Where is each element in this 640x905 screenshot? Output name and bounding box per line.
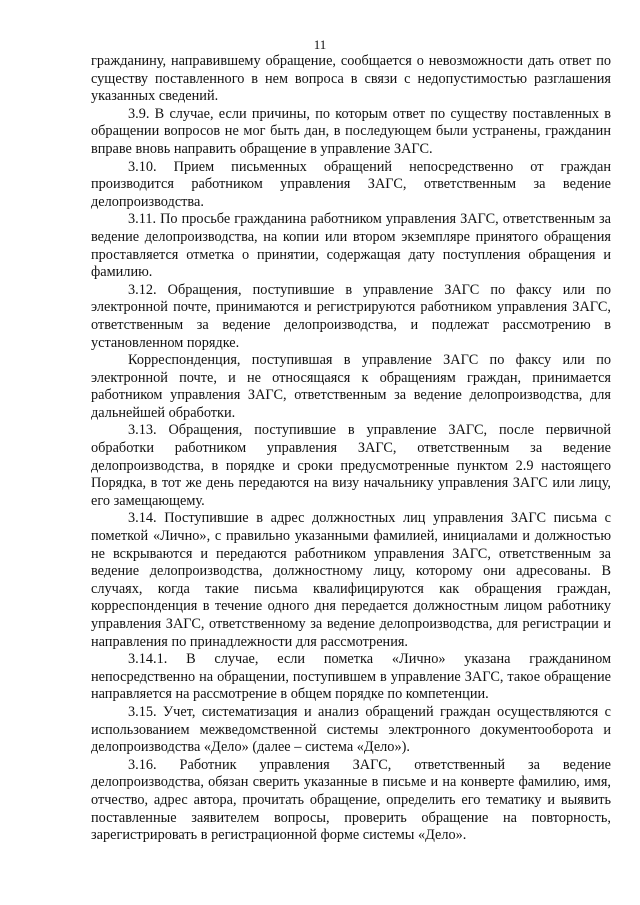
paragraph-3-10: 3.10. Прием письменных обращений непосредственно от граждан производится работником управления ЗАГС, ответственным за ведение делопроизводства. <box>91 158 611 210</box>
page-number: 11 <box>313 37 327 52</box>
document-body <box>91 53 611 845</box>
paragraph-3-11: 3.11. По просьбе гражданина работником управления ЗАГС, ответственным за ведение делопроизводства, на копии или втором экземпляре принятого обращения проставляется отметка о принятии, содержащая дату поступления обращения и фамилию. <box>91 211 611 281</box>
paragraph-3-9: 3.9. В случае, если причины, по которым ответ по существу поставленных в обращении вопросов не мог быть дан, в последующем были устранены, гражданин вправе вновь направить обращение в управление ЗАГС. <box>91 105 611 157</box>
paragraph-3-14: 3.14. Поступившие в адрес должностных лиц управления ЗАГС письма с пометкой «Лично», с правильно указанными фамилией, инициалами и должностью не вскрываются и передаются работником управления ЗАГС, ответственным за ведение делопроизводства, должностному лицу, которому они адресованы. В случаях, когда такие письма квалифицируются как обращения граждан, корреспонденция в течение одного дня передается должностным лицом работнику управления ЗАГС, ответственному за ведение делопроизводства, для регистрации и направления по принадлежности для рассмотрения. <box>91 510 611 650</box>
paragraph-3-16: 3.16. Работник управления ЗАГС, ответственный за ведение делопроизводства, обязан сверить указанные в письме и на конверте фамилию, имя, отчество, адрес автора, прочитать обращение, определить его тематику и выявить поставленные заявителем вопросы, проверить обращение на повторность, зарегистрировать в регистрационной форме системы «Дело». <box>91 756 611 844</box>
paragraph-correspondence: Корреспонденция, поступившая в управление ЗАГС по факсу или по электронной почте, и не относящаяся к обращениям граждан, принимается работником управления ЗАГС, ответственным за ведение делопроизводства, для дальнейшей обработки. <box>91 352 611 421</box>
paragraph-3-15: 3.15. Учет, систематизация и анализ обращений граждан осуществляются с использованием межведомственной системы электронного документооборота и делопроизводства «Дело» (далее – система «Дело»). <box>91 703 611 756</box>
paragraph-3-12: 3.12. Обращения, поступившие в управление ЗАГС по факсу или по электронной почте, принимаются и регистрируются работником управления ЗАГС, ответственным за ведение делопроизводства, и подлежат рассмотрению в установленном порядке. <box>91 281 611 351</box>
paragraph-continuation: гражданину, направившему обращение, сообщается о невозможности дать ответ по существу поставленного в нем вопроса в связи с недопустимостью разглашения указанных сведений. <box>91 53 611 105</box>
paragraph-3-14-1: 3.14.1. В случае, если пометка «Лично» указана гражданином непосредственно на обращении, поступившем в управление ЗАГС, такое обращение направляется на рассмотрение в общем порядке по компетенции. <box>91 651 611 703</box>
paragraph-3-13: 3.13. Обращения, поступившие в управление ЗАГС, после первичной обработки работником управления ЗАГС, ответственным за ведение делопроизводства, в порядке и сроки предусмотренные пунктом 2.9 настоящего Порядка, в тот же день передаются на визу начальнику управления ЗАГС или лицу, его замещающему. <box>91 422 611 509</box>
